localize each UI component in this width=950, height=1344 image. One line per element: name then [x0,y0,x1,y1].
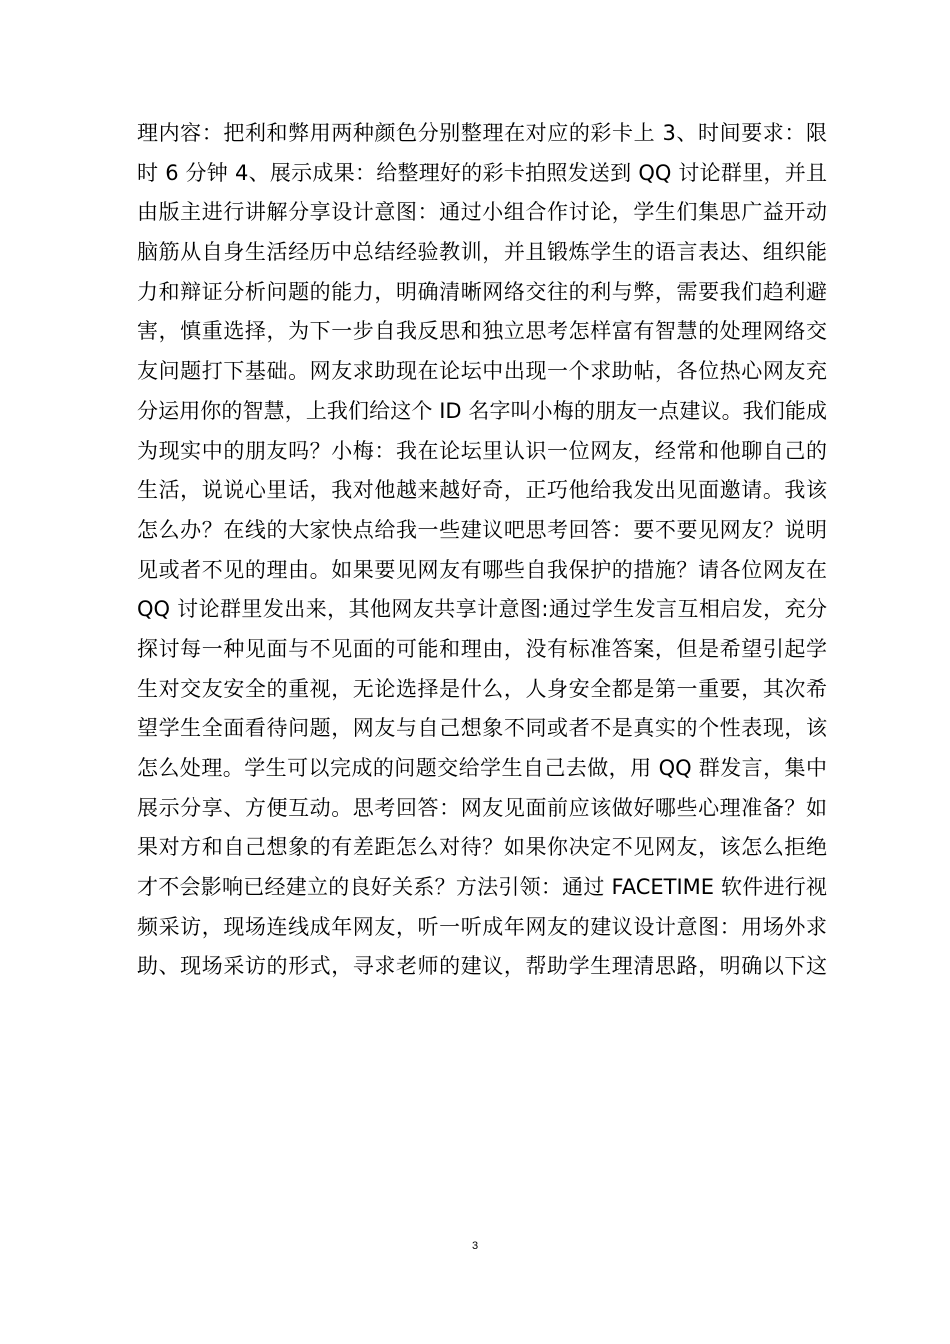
text-line: 见或者不见的理由。如果要见网友有哪些自我保护的措施？请各位网友在 [137,557,827,582]
body-text [137,114,827,987]
text-line: 害，慎重选择，为下一步自我反思和独立思考怎样富有智慧的处理网络交 [137,319,827,344]
page-number: 3 [471,1240,479,1252]
text-line: 才不会影响已经建立的良好关系？方法引领：通过 FACETIME 软件进行视 [137,875,827,900]
text-line: 怎么办？在线的大家快点给我一些建议吧思考回答：要不要见网友？说明 [137,517,827,542]
text-line: 分运用你的智慧，上我们给这个 ID 名字叫小梅的朋友一点建议。我们能成 [137,398,827,423]
text-line: 友问题打下基础。网友求助现在论坛中出现一个求助帖，各位热心网友充 [137,359,827,384]
text-line: 果对方和自己想象的有差距怎么对待？如果你决定不见网友，该怎么拒绝 [137,835,827,860]
text-line: 为现实中的朋友吗？小梅：我在论坛里认识一位网友，经常和他聊自己的 [137,438,827,463]
text-line: 展示分享、方便互动。思考回答：网友见面前应该做好哪些心理准备？如 [137,795,827,820]
text-line: 怎么处理。学生可以完成的问题交给学生自己去做，用 QQ 群发言，集中 [137,756,827,780]
text-line: QQ 讨论群里发出来，其他网友共享计意图:通过学生发言互相启发，充分 [137,597,827,622]
text-line: 生对交友安全的重视，无论选择是什么，人身安全都是第一重要，其次希 [137,676,827,701]
text-line: 望学生全面看待问题，网友与自己想象不同或者不是真实的个性表现，该 [137,716,827,741]
text-line: 力和辩证分析问题的能力，明确清晰网络交往的利与弊，需要我们趋利避 [137,279,827,304]
text-line: 探讨每一种见面与不见面的可能和理由，没有标准答案，但是希望引起学 [137,636,827,661]
text-line: 助、现场采访的形式，寻求老师的建议，帮助学生理清思路，明确以下这 [137,954,827,979]
text-line: 频采访，现场连线成年网友，听一听成年网友的建议设计意图：用场外求 [137,914,827,939]
text-line: 时 6 分钟 4、展示成果：给整理好的彩卡拍照发送到 QQ 讨论群里，并且 [137,160,827,185]
text-line: 理内容：把利和弊用两种颜色分别整理在对应的彩卡上 3、时间要求：限 [137,121,827,145]
text-line: 由版主进行讲解分享设计意图：通过小组合作讨论，学生们集思广益开动 [137,200,827,225]
text-line: 脑筋从自身生活经历中总结经验教训，并且锻炼学生的语言表达、组织能 [137,240,827,265]
text-line: 生活，说说心里话，我对他越来越好奇，正巧他给我发出见面邀请。我该 [137,478,827,503]
